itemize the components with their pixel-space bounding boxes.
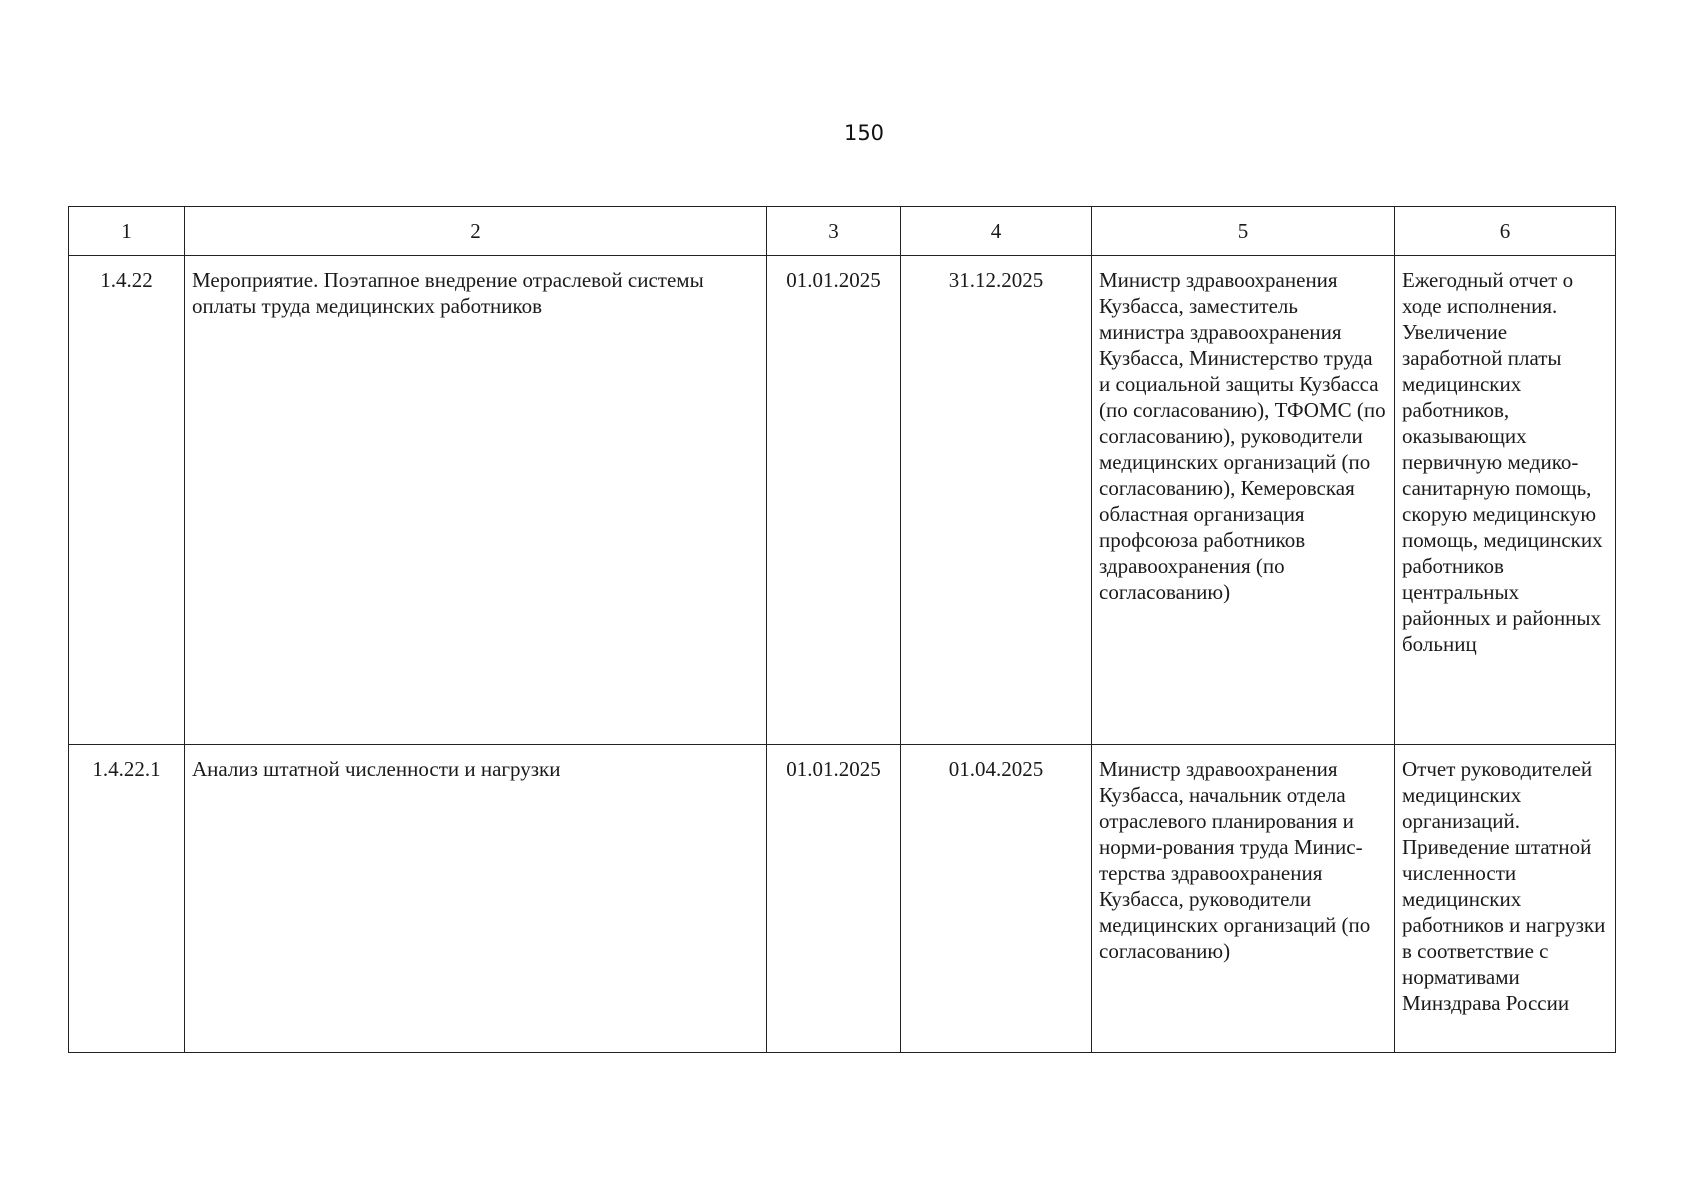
row-name: Мероприятие. Поэтапное внедрение отраслевой системы оплаты труда медицинских работников: [192, 268, 704, 318]
row-responsible-cell: [1092, 256, 1395, 745]
row-start-cell: [767, 745, 901, 1053]
column-header-5: 5: [1092, 207, 1395, 256]
row-responsible: Министр здравоохранения Кузбасса, начальник отдела отраслевого планирования и норми-рования труда Минис-терства здравоохранения Кузбасса, руководители медицинских организаций (по согласованию): [1099, 757, 1371, 963]
row-name-cell: [185, 745, 767, 1053]
row-result: Ежегодный отчет о ходе исполнения. Увеличение заработной платы медицинских работников, оказывающих первичную медико-санитарную помощь, скорую медицинскую помощь, медицинских работников центральных районных и районных больниц: [1402, 268, 1603, 656]
row-name: Анализ штатной численности и нагрузки: [192, 757, 561, 781]
row-code-cell: [69, 745, 185, 1053]
row-responsible: Министр здравоохранения Кузбасса, заместитель министра здравоохранения Кузбасса, Министерство труда и социальной защиты Кузбасса (по согласованию), ТФОМС (по согласованию), руководители медицинских организаций (по согласованию), Кемеровская областная организация профсоюза работников здравоохранения (по согласованию): [1099, 268, 1386, 604]
column-header-4: 4: [901, 207, 1092, 256]
row-start-date: 01.01.2025: [786, 757, 881, 781]
row-result: Отчет руководителей медицинских организаций. Приведение штатной численности медицинских работников и нагрузки в соответствие с нормативами Минздрава России: [1402, 757, 1606, 1015]
column-header-1: 1: [69, 207, 185, 256]
plan-table: [68, 206, 1616, 1053]
row-responsible-cell: [1092, 745, 1395, 1053]
page-number: 150: [843, 121, 885, 145]
column-header-6: 6: [1395, 207, 1616, 256]
table-row: [69, 256, 1616, 745]
row-end-date: 01.04.2025: [948, 757, 1044, 781]
column-header-3: 3: [767, 207, 901, 256]
row-name-cell: [185, 256, 767, 745]
row-end-cell: [901, 745, 1092, 1053]
row-code: 1.4.22: [100, 268, 153, 292]
row-end-date: 31.12.2025: [948, 268, 1044, 292]
row-start-date: 01.01.2025: [786, 268, 881, 292]
table-row: [69, 745, 1616, 1053]
row-code-cell: [69, 256, 185, 745]
row-result-cell: [1395, 745, 1616, 1053]
table-header-row: [69, 207, 1616, 256]
row-end-cell: [901, 256, 1092, 745]
column-header-2: 2: [185, 207, 767, 256]
row-start-cell: [767, 256, 901, 745]
row-code: 1.4.22.1: [92, 757, 161, 781]
row-result-cell: [1395, 256, 1616, 745]
